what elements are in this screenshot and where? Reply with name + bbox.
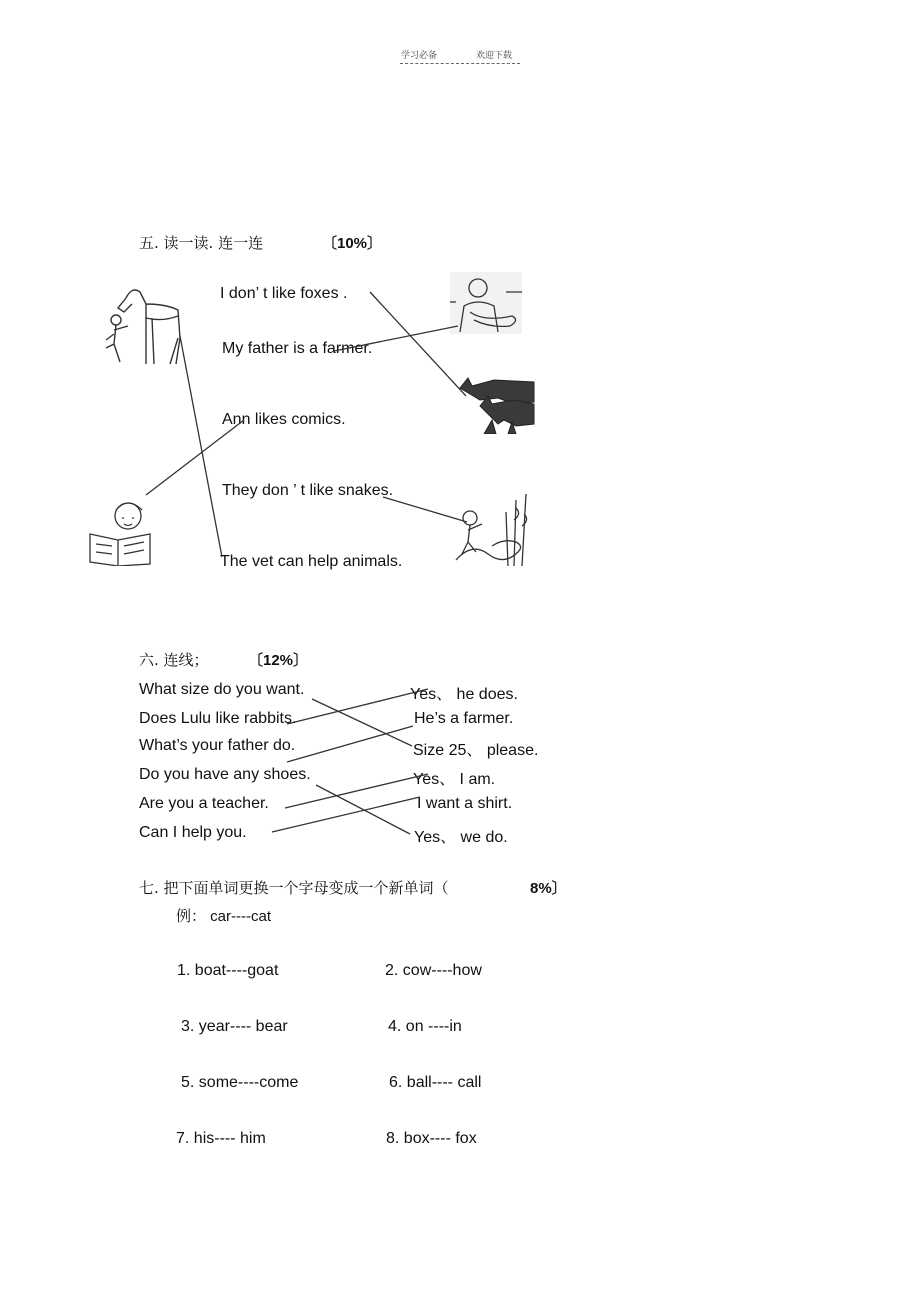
section7-score: 8%〕: [530, 880, 567, 897]
s5-sentence-1: I don’ t like foxes .: [220, 285, 348, 302]
s5-line-comics: [146, 420, 244, 495]
s6-line-4: [316, 785, 410, 834]
s5-line-foxes: [370, 292, 466, 396]
s6-line-6: [272, 797, 420, 832]
s6-question-1: What size do you want.: [139, 681, 305, 698]
section5-title: 五. 读一读. 连一连: [139, 234, 264, 252]
s7-item-5: 5. some----come: [181, 1074, 299, 1091]
section7-example: 例： car----cat: [176, 908, 271, 925]
s7-item-3: 3. year---- bear: [181, 1018, 288, 1035]
header-left: 学习必备: [401, 51, 438, 61]
s6-line-2: [287, 689, 428, 724]
s7-item-6: 6. ball---- call: [389, 1074, 482, 1091]
s5-line-vet: [180, 336, 222, 557]
section6-title: 六. 连线；: [139, 651, 209, 669]
s5-sentence-5: The vet can help animals.: [220, 553, 403, 570]
s6-question-3: What’s your father do.: [139, 737, 296, 754]
s5-sentence-4: They don ’ t like snakes.: [222, 482, 394, 499]
s6-answer-5: I want a shirt.: [417, 795, 513, 812]
s6-question-5: Are you a teacher.: [139, 795, 269, 812]
s7-item-8: 8. box---- fox: [386, 1130, 477, 1147]
s6-question-6: Can I help you.: [139, 824, 247, 841]
section5-score: 〔10%〕: [322, 235, 383, 252]
section7-title: 七. 把下面单词更换一个字母变成一个新单词（: [139, 879, 449, 897]
s6-question-2: Does Lulu like rabbits.: [139, 710, 297, 727]
header-right: 欢迎下载: [476, 51, 513, 61]
s5-line-farmer: [334, 326, 458, 351]
s6-answer-6: Yes、 we do.: [414, 829, 508, 846]
s6-line-5: [285, 774, 428, 808]
s7-item-7: 7. his---- him: [176, 1130, 266, 1147]
s6-question-4: Do you have any shoes.: [139, 766, 311, 783]
s5-sentence-2: My father is a farmer.: [222, 340, 373, 357]
s6-answer-4: Yes、 I am.: [413, 771, 496, 788]
s6-answer-3: Size 25、 please.: [413, 742, 539, 759]
s6-line-3: [287, 726, 413, 762]
s5-sentence-3: Ann likes comics.: [222, 411, 346, 428]
s6-answer-2: He’s a farmer.: [414, 710, 514, 727]
s7-item-4: 4. on ----in: [388, 1018, 462, 1035]
s7-item-1: 1. boat----goat: [177, 962, 279, 979]
s5-line-snakes: [383, 497, 467, 522]
section6-score: 〔12%〕: [248, 652, 309, 669]
s6-answer-1: Yes、 he does.: [410, 686, 518, 703]
s7-item-2: 2. cow----how: [385, 962, 482, 979]
